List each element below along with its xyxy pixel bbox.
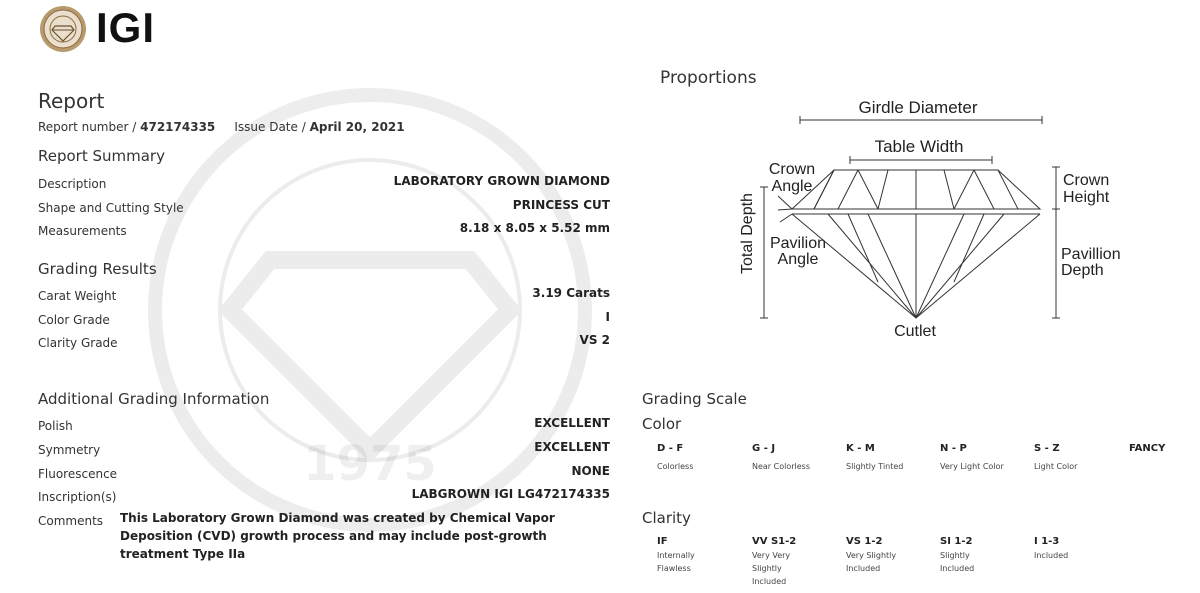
measurements-value: 8.18 x 8.05 x 5.52 mm: [459, 221, 610, 235]
measurements-label: Measurements: [38, 224, 127, 238]
color-desc-g-j: Near Colorless: [752, 462, 811, 471]
clarity-grade-vvs: VV S1-2: [752, 536, 797, 547]
report-number-value: 472174335: [140, 120, 216, 134]
description-value: LABORATORY GROWN DIAMOND: [393, 174, 610, 188]
issue-date-value: April 20, 2021: [309, 120, 405, 134]
issue-date-label: Issue Date /: [234, 120, 306, 134]
clarity-grade-si: SI 1-2: [940, 536, 973, 547]
report-heading: Report: [38, 89, 105, 113]
comments-value: This Laboratory Grown Diamond was created by Chemical Vapor Deposition (CVD) growth process and may include post-growth treatment Type IIa: [120, 511, 555, 561]
symmetry-value: EXCELLENT: [534, 440, 610, 454]
symmetry-label: Symmetry: [38, 443, 101, 457]
clarity-desc-vs: Very Slightly Included: [846, 551, 897, 573]
pavilion-depth-label-2: Depth: [1061, 262, 1104, 279]
crown-height-label-2: Height: [1063, 189, 1110, 206]
polish-label: Polish: [38, 419, 73, 433]
fluorescence-value: NONE: [571, 464, 610, 478]
comments-label: Comments: [38, 514, 104, 528]
color-grade-value: I: [605, 310, 610, 324]
crown-height-label-1: Crown: [1063, 172, 1110, 189]
clarity-grade-vs: VS 1-2: [846, 536, 883, 547]
carat-weight-value: 3.19 Carats: [532, 286, 610, 300]
pavilion-depth-label-1: Pavillion: [1061, 246, 1121, 263]
igi-logo-text: IGI: [96, 4, 156, 51]
color-desc-n-p: Very Light Color: [940, 462, 1004, 471]
color-desc-d-f: Colorless: [657, 462, 694, 471]
color-grade-fancy: FANCY: [1129, 443, 1166, 454]
additional-info-title: Additional Grading Information: [38, 390, 270, 408]
shape-value: PRINCESS CUT: [512, 198, 610, 212]
color-grade-k-m: K - M: [846, 443, 875, 454]
color-grade-s-z: S - Z: [1034, 443, 1060, 454]
pavilion-angle-label-2: Angle: [777, 251, 819, 268]
pavilion-angle-label-1: Pavilion: [769, 235, 827, 252]
clarity-desc-i: Included: [1034, 551, 1069, 560]
report-meta: [38, 120, 405, 134]
color-desc-k-m: Slightly Tinted: [846, 462, 904, 471]
fluorescence-label: Fluorescence: [38, 467, 118, 481]
proportions-title: Proportions: [660, 68, 757, 88]
report-summary-title: Report Summary: [38, 147, 165, 165]
shape-label: Shape and Cutting Style: [38, 201, 184, 215]
crown-angle-label-2: Angle: [771, 178, 813, 195]
inscription-value: LABGROWN IGI LG472174335: [411, 487, 610, 501]
report-number-label: Report number /: [38, 120, 137, 134]
clarity-desc-vvs: Very Very Slightly Included: [752, 551, 791, 586]
description-label: Description: [38, 177, 107, 191]
table-width-label: Table Width: [874, 137, 964, 156]
clarity-grade-value: VS 2: [579, 333, 610, 347]
igi-seal-icon: [38, 4, 88, 54]
color-grade-label: Color Grade: [38, 313, 110, 327]
watermark-year: 1975: [303, 436, 437, 492]
igi-watermark: [120, 60, 620, 580]
clarity-desc-if: Internally Flawless: [657, 551, 695, 573]
color-scale-title: Color: [642, 415, 682, 433]
cutlet-label: Cutlet: [894, 323, 936, 340]
total-depth-label: Total Depth: [739, 193, 756, 274]
inscription-label: Inscription(s): [38, 490, 117, 504]
grading-results-title: Grading Results: [38, 260, 157, 278]
color-desc-s-z: Light Color: [1034, 462, 1078, 471]
proportions-diagram: [728, 92, 1148, 352]
girdle-diameter-label: Girdle Diameter: [858, 98, 978, 117]
clarity-scale-title: Clarity: [642, 509, 691, 527]
clarity-grade-if: IF: [657, 536, 668, 547]
color-grade-d-f: D - F: [657, 443, 684, 454]
polish-value: EXCELLENT: [534, 416, 610, 430]
clarity-grade-label: Clarity Grade: [38, 336, 118, 350]
color-grade-n-p: N - P: [940, 443, 967, 454]
carat-weight-label: Carat Weight: [38, 289, 117, 303]
clarity-desc-si: Slightly Included: [940, 551, 975, 573]
crown-angle-label-1: Crown: [768, 161, 816, 178]
color-grade-g-j: G - J: [752, 443, 776, 454]
clarity-grade-i: I 1-3: [1034, 536, 1060, 547]
grading-scale-title: Grading Scale: [642, 390, 747, 408]
